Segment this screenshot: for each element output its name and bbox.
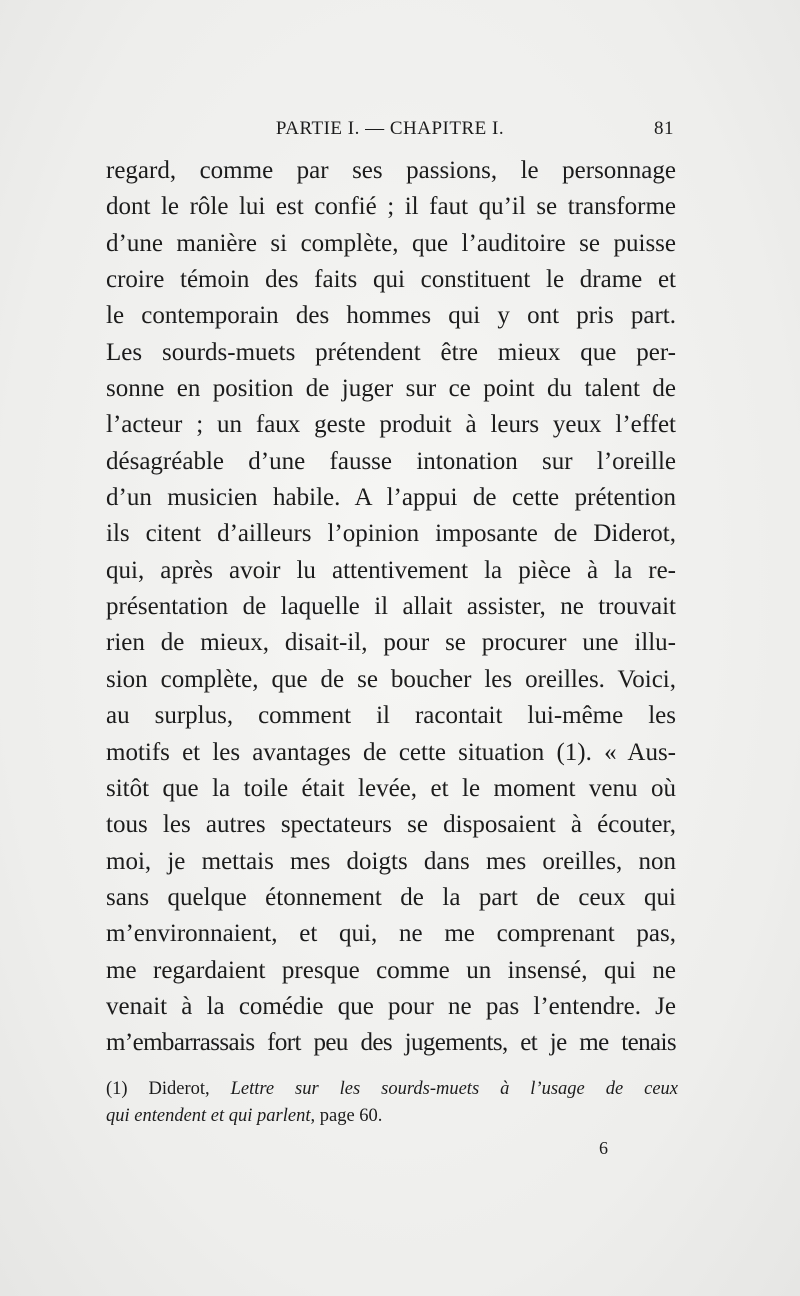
text-line: ils citent d’ailleurs l’opinion imposante de Diderot,	[106, 520, 676, 548]
text-line: sans quelque étonnement de la part de ceux qui	[106, 883, 676, 911]
page-number: 81	[654, 118, 674, 139]
running-title: PARTIE I. — CHAPITRE I.	[275, 118, 505, 139]
text-line: sonne en position de juger sur ce point du talent de	[106, 375, 676, 403]
text-line: sion complète, que de se boucher les oreilles. Voici,	[106, 665, 676, 693]
text-line: l’acteur ; un faux geste produit à leurs yeux l’effet	[106, 411, 676, 439]
text-line: d’une manière si complète, que l’auditoire se puisse	[106, 229, 676, 257]
text-line: regard, comme par ses passions, le personnage	[106, 157, 676, 184]
body-text	[106, 153, 676, 1062]
text-line: croire témoin des faits qui constituent le drame et	[106, 266, 676, 294]
text-line: présentation de laquelle il allait assister, ne trouvait	[106, 593, 676, 621]
footnote-line	[106, 1076, 678, 1103]
footnote-title-cont: qui entendent et qui parlent	[106, 1106, 311, 1126]
text-line: au surplus, comment il racontait lui-même les	[106, 702, 676, 730]
footnote-tail: , page 60.	[310, 1106, 383, 1126]
footnote-line	[106, 1103, 678, 1130]
footnote-title: Lettre sur les sourds-muets à l’usage de ceux	[230, 1079, 678, 1099]
text-line: venait à la comédie que pour ne pas l’entendre. Je	[106, 992, 676, 1020]
text-line: désagréable d’une fausse intonation sur l’oreille	[106, 447, 676, 475]
text-line: dont le rôle lui est confié ; il faut qu’il se transforme	[106, 193, 676, 221]
text-line: le contemporain des hommes qui y ont pris part.	[106, 302, 676, 330]
signature-mark: 6	[599, 1138, 608, 1158]
text-line: sitôt que la toile était levée, et le moment venu où	[106, 774, 676, 802]
text-line: Les sourds-muets prétendent être mieux que per-	[106, 338, 676, 366]
text-line: rien de mieux, disait-il, pour se procurer une illu-	[106, 629, 676, 657]
text-line: motifs et les avantages de cette situation (1). « Aus-	[106, 738, 676, 766]
text-line: d’un musicien habile. A l’appui de cette prétention	[106, 484, 676, 512]
footnote-lead: (1) Diderot,	[106, 1079, 231, 1099]
text-line: me regardaient presque comme un insensé, qui ne	[106, 956, 676, 984]
text-line: qui, après avoir lu attentivement la pièce à la re-	[106, 556, 676, 584]
text-line: m’embarrassais fort peu des jugements, et je me tenais	[106, 1029, 676, 1057]
text-line: m’environnaient, et qui, ne me comprenant pas,	[106, 920, 676, 948]
text-line: moi, je mettais mes doigts dans mes oreilles, non	[106, 847, 676, 875]
footnote	[106, 1076, 678, 1130]
text-line: tous les autres spectateurs se disposaient à écouter,	[106, 811, 676, 839]
